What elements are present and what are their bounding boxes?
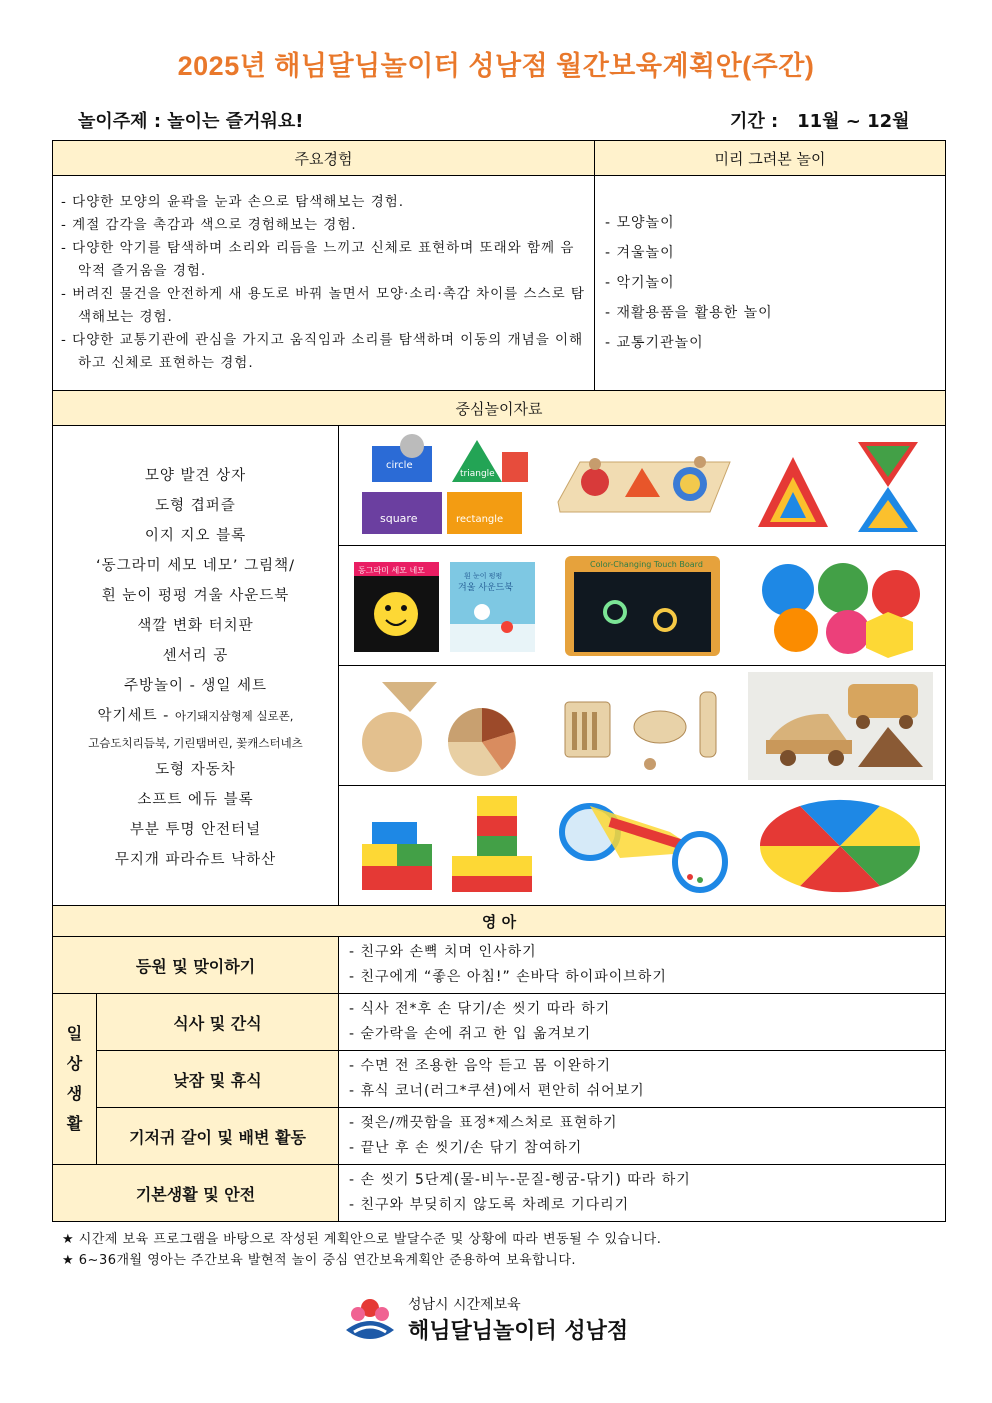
svg-text:square: square (379, 511, 417, 525)
daily-life-side-label: 일 상 생 활 (53, 994, 97, 1165)
daily-content-diaper: - 젖은/깨끗함을 표정*제스처로 표현하기 - 끝난 후 손 씻기/손 닦기 참여하기 (339, 1108, 946, 1165)
planned-heading: 미리 그려본 놀이 (595, 141, 946, 176)
svg-text:circle: circle (385, 459, 413, 471)
material-item: 흰 눈이 펑펑 겨울 사운드북 (101, 587, 290, 604)
rainbow-parachute-image (748, 792, 933, 900)
planned-item: - 악기놀이 (605, 275, 675, 291)
daily-content-arrival: - 친구와 손뼉 치며 인사하기 - 친구에게 “좋은 아침!” 손바닥 하이파이브하기 (339, 937, 946, 994)
svg-text:triangle: triangle (459, 468, 495, 479)
play-theme: 놀이주제 : 놀이는 즐거워요! (78, 111, 304, 132)
page-title: 2025년 해님달님놀이터 성남점 월간보육계획안(주간) (177, 51, 815, 81)
planned-item: - 교통기관놀이 (605, 335, 704, 351)
period-label: 기간 : (730, 111, 779, 132)
logo-subtitle: 성남시 시간제보육 (408, 1297, 521, 1313)
svg-text:동그라미 세모 네모: 동그라미 세모 네모 (357, 565, 425, 575)
material-item: 고슴도치리듬북, 기린탬버린, 꽃캐스터네츠 (88, 735, 303, 750)
material-item: 이지 지오 블록 (144, 527, 247, 544)
daily-label-diaper: 기저귀 갈이 및 배변 활동 (97, 1108, 339, 1165)
materials-list (53, 426, 339, 906)
color-change-touch-board-image (550, 552, 735, 660)
center-logo (340, 1290, 660, 1350)
material-item: 도형 자동차 (155, 761, 236, 778)
material-item: 소프트 에듀 블록 (137, 791, 254, 808)
svg-text:rectangle: rectangle (455, 513, 503, 525)
material-item: 부분 투명 안전터널 (129, 821, 262, 838)
material-images-row-4 (339, 786, 946, 906)
material-item: 도형 겹퍼즐 (155, 497, 236, 514)
materials-heading: 중심놀이자료 (53, 391, 946, 426)
material-images-row-3 (339, 666, 946, 786)
experience-item: - 계절 감각을 촉감과 색으로 경험해보는 경험. (61, 217, 357, 233)
period (730, 107, 910, 133)
planned-item: - 모양놀이 (605, 215, 675, 231)
planned-item: - 겨울놀이 (605, 245, 675, 261)
material-item: ‘동그라미 세모 네모’ 그림책/ (95, 557, 295, 574)
material-item: 모양 발견 상자 (144, 467, 247, 484)
experience-item: - 버려진 물건을 안전하게 새 용도로 바꿔 놀면서 모양·소리·촉감 차이를 스스로 탐색해보는 경험. (61, 286, 585, 325)
material-item: 악기세트 - 아기돼지삼형제 실로폰, (97, 707, 294, 724)
daily-content-meal: - 식사 전*후 손 닦기/손 씻기 따라 하기 - 숟가락을 손에 쥐고 한 입 옮겨보기 (339, 994, 946, 1051)
material-item: 센서리 공 (162, 647, 229, 664)
easy-geo-blocks-image (748, 432, 933, 540)
footnote: ★ 시간제 보육 프로그램을 바탕으로 작성된 계획안으로 발달수준 및 상황에 따라 변동될 수 있습니다. (62, 1232, 662, 1247)
footnotes (62, 1229, 661, 1271)
material-images-row-2 (339, 546, 946, 666)
daily-content-safety: - 손 씻기 5단계(물-비누-문질-헹굼-닦기) 따라 하기 - 친구와 부딪히지 않도록 차례로 기다리기 (339, 1165, 946, 1222)
soft-edu-blocks-image (352, 792, 537, 900)
logo-title: 해님달님놀이터 성남점 (408, 1319, 629, 1344)
svg-text:흰 눈이 펑펑: 흰 눈이 펑펑 (463, 571, 502, 580)
footnote: ★ 6~36개월 영아는 주간보육 발현적 놀이 중심 연간보육계획안 준용하여 보육합니다. (62, 1253, 577, 1268)
svg-text:겨울 사운드북: 겨울 사운드북 (457, 582, 513, 593)
daily-label-arrival: 등원 및 맞이하기 (53, 937, 339, 994)
daily-label-meal: 식사 및 간식 (97, 994, 339, 1051)
shape-sorter-box-image (352, 432, 537, 540)
plan-table (52, 140, 946, 1222)
safety-tunnel-image (550, 792, 735, 900)
logo-emblem-icon (340, 1290, 400, 1350)
experience-heading: 주요경험 (53, 141, 595, 176)
shape-cars-image (748, 672, 933, 780)
shape-puzzle-image (550, 432, 735, 540)
picture-books-image (352, 552, 537, 660)
material-item: 색깔 변화 터치판 (137, 617, 254, 634)
instrument-set-image (550, 672, 735, 780)
daily-label-safety: 기본생활 및 안전 (53, 1165, 339, 1222)
material-item: 주방놀이 - 생일 세트 (123, 677, 268, 694)
infant-heading: 영 아 (53, 906, 946, 937)
planned-item: - 재활용품을 활용한 놀이 (605, 305, 773, 321)
daily-content-nap: - 수면 전 조용한 음악 듣고 몸 이완하기 - 휴식 코너(러그*쿠션)에서 편안히 쉬어보기 (339, 1051, 946, 1108)
experience-item: - 다양한 모양의 윤곽을 눈과 손으로 탐색해보는 경험. (61, 194, 405, 210)
period-value: 11월 ~ 12월 (797, 111, 910, 132)
sensory-balls-image (748, 552, 933, 660)
planned-list (595, 176, 946, 391)
experience-item: - 다양한 교통기관에 관심을 가지고 움직임과 소리를 탐색하며 이동의 개념을 이해하고 신체로 표현하는 경험. (61, 332, 584, 371)
experience-item: - 다양한 악기를 탐색하며 소리와 리듬을 느끼고 신체로 표현하며 또래와 함께 음악적 즐거움을 경험. (61, 240, 575, 279)
material-images-row-1 (339, 426, 946, 546)
material-item: 무지개 파라슈트 낙하산 (114, 851, 277, 868)
experience-list (53, 176, 595, 391)
birthday-cake-set-image (352, 672, 537, 780)
svg-text:Color-Changing Touch Board: Color-Changing Touch Board (589, 559, 703, 569)
daily-label-nap: 낮잠 및 휴식 (97, 1051, 339, 1108)
